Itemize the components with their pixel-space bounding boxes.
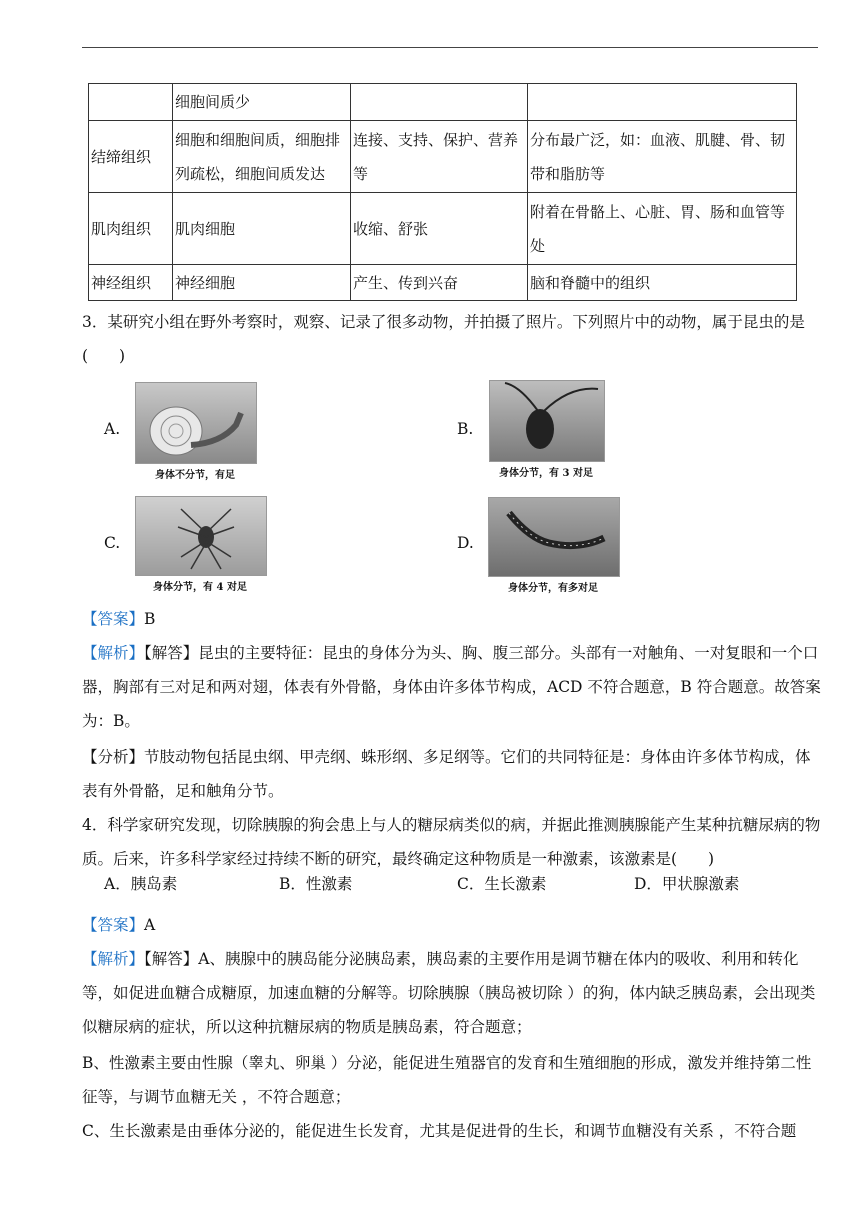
table-cell: 结缔组织 (89, 121, 173, 193)
analysis-text-a: 【解答】A、胰腺中的胰岛能分泌胰岛素，胰岛素的主要作用是调节糖在体内的吸收、利用和转化等，如促进血糖合成糖原，加速血糖的分解等。切除胰腺（胰岛被切除 ）的狗，体内缺乏胰岛素，会出现类似糖尿病的症状，所以这种抗糖尿病的物质是胰岛素，符合题意； (82, 950, 816, 1036)
answer-tag: 【答案】 (82, 610, 145, 628)
q3-answer (82, 602, 822, 636)
table-cell (351, 84, 528, 121)
snail-photo (135, 382, 257, 464)
table-cell: 收缩、舒张 (351, 193, 528, 265)
table-cell: 肌肉组织 (89, 193, 173, 265)
fenxi-text: 节肢动物包括昆虫纲、甲壳纲、蛛形纲、多足纲等。它们的共同特征是：身体由许多体节构成，体表有外骨骼，足和触角分节。 (82, 748, 811, 800)
table-row (89, 84, 797, 121)
option-d-label: D. (457, 534, 474, 552)
choice-c: C．生长激素 (457, 875, 547, 893)
q4-analysis-c: C、生长激素是由垂体分泌的，能促进生长发育，尤其是促进骨的生长，和调节血糖没有关系 ，不符合题 (82, 1122, 797, 1140)
q4-answer (82, 908, 822, 942)
analysis-text: 【解答】昆虫的主要特征：昆虫的身体分为头、胸、腹三部分。头部有一对触角、一对复眼和一个口器，胸部有三对足和两对翅，体表有外骨骼，身体由许多体节构成，ACD 不符合题意，B 符合题意。故答案为：B。 (82, 644, 821, 730)
table-cell: 连接、支持、保护、营养等 (351, 121, 528, 193)
table-cell: 细胞和细胞间质，细胞排列疏松，细胞间质发达 (173, 121, 351, 193)
option-c-caption: 身体分节，有 4 对足 (153, 582, 247, 593)
table-cell: 肌肉细胞 (173, 193, 351, 265)
fenxi-tag: 【分析】 (82, 748, 145, 766)
option-a-label: A. (104, 420, 121, 438)
analysis-tag: 【解析】 (82, 644, 145, 662)
tissue-table (88, 83, 797, 301)
q4-analysis-b: B、性激素主要由性腺（睾丸、卵巢 ）分泌，能促进生殖器官的发育和生殖细胞的形成，激发并维持第二性征等，与调节血糖无关 ，不符合题意； (82, 1054, 812, 1106)
answer-tag: 【答案】 (82, 916, 145, 934)
q4-analysis (82, 942, 822, 1044)
option-c-label: C. (104, 534, 121, 552)
option-a-caption: 身体不分节，有足 (155, 470, 235, 481)
beetle-photo (489, 380, 605, 462)
centipede-photo (488, 497, 620, 577)
table-cell: 神经组织 (89, 265, 173, 301)
table-cell: 脑和脊髓中的组织 (528, 265, 797, 301)
table-cell: 产生、传到兴奋 (351, 265, 528, 301)
question-3-stem: 3．某研究小组在野外考察时，观察、记录了很多动物，并拍摄了照片。下列照片中的动物，属于昆虫的是( ) (82, 313, 805, 365)
choice-d: D．甲状腺激素 (634, 875, 740, 893)
answer-value: A (144, 916, 156, 934)
table-row (89, 265, 797, 301)
option-b-caption: 身体分节，有 3 对足 (499, 468, 593, 479)
answer-value: B (144, 610, 156, 628)
option-d-caption: 身体分节，有多对足 (508, 583, 598, 594)
table-cell (89, 84, 173, 121)
table-cell: 细胞间质少 (173, 84, 351, 121)
table-row (89, 121, 797, 193)
spider-photo (135, 496, 267, 576)
header-rule (82, 47, 818, 48)
table-cell: 附着在骨骼上、心脏、胃、肠和血管等处 (528, 193, 797, 265)
q3-fenxi (82, 740, 822, 808)
choice-b: B．性激素 (279, 875, 353, 893)
table-cell: 分布最广泛，如：血液、肌腱、骨、韧带和脂肪等 (528, 121, 797, 193)
question-4-stem: 4．科学家研究发现，切除胰腺的狗会患上与人的糖尿病类似的病，并据此推测胰腺能产生某种抗糖尿病的物质。后来，许多科学家经过持续不断的研究，最终确定这种物质是一种激素，该激素是( ) (82, 816, 821, 868)
table-cell: 神经细胞 (173, 265, 351, 301)
q3-analysis (82, 636, 822, 738)
option-b-label: B. (457, 420, 474, 438)
table-row (89, 193, 797, 265)
choice-a: A．胰岛素 (104, 875, 178, 893)
table-cell (528, 84, 797, 121)
analysis-tag: 【解析】 (82, 950, 145, 968)
